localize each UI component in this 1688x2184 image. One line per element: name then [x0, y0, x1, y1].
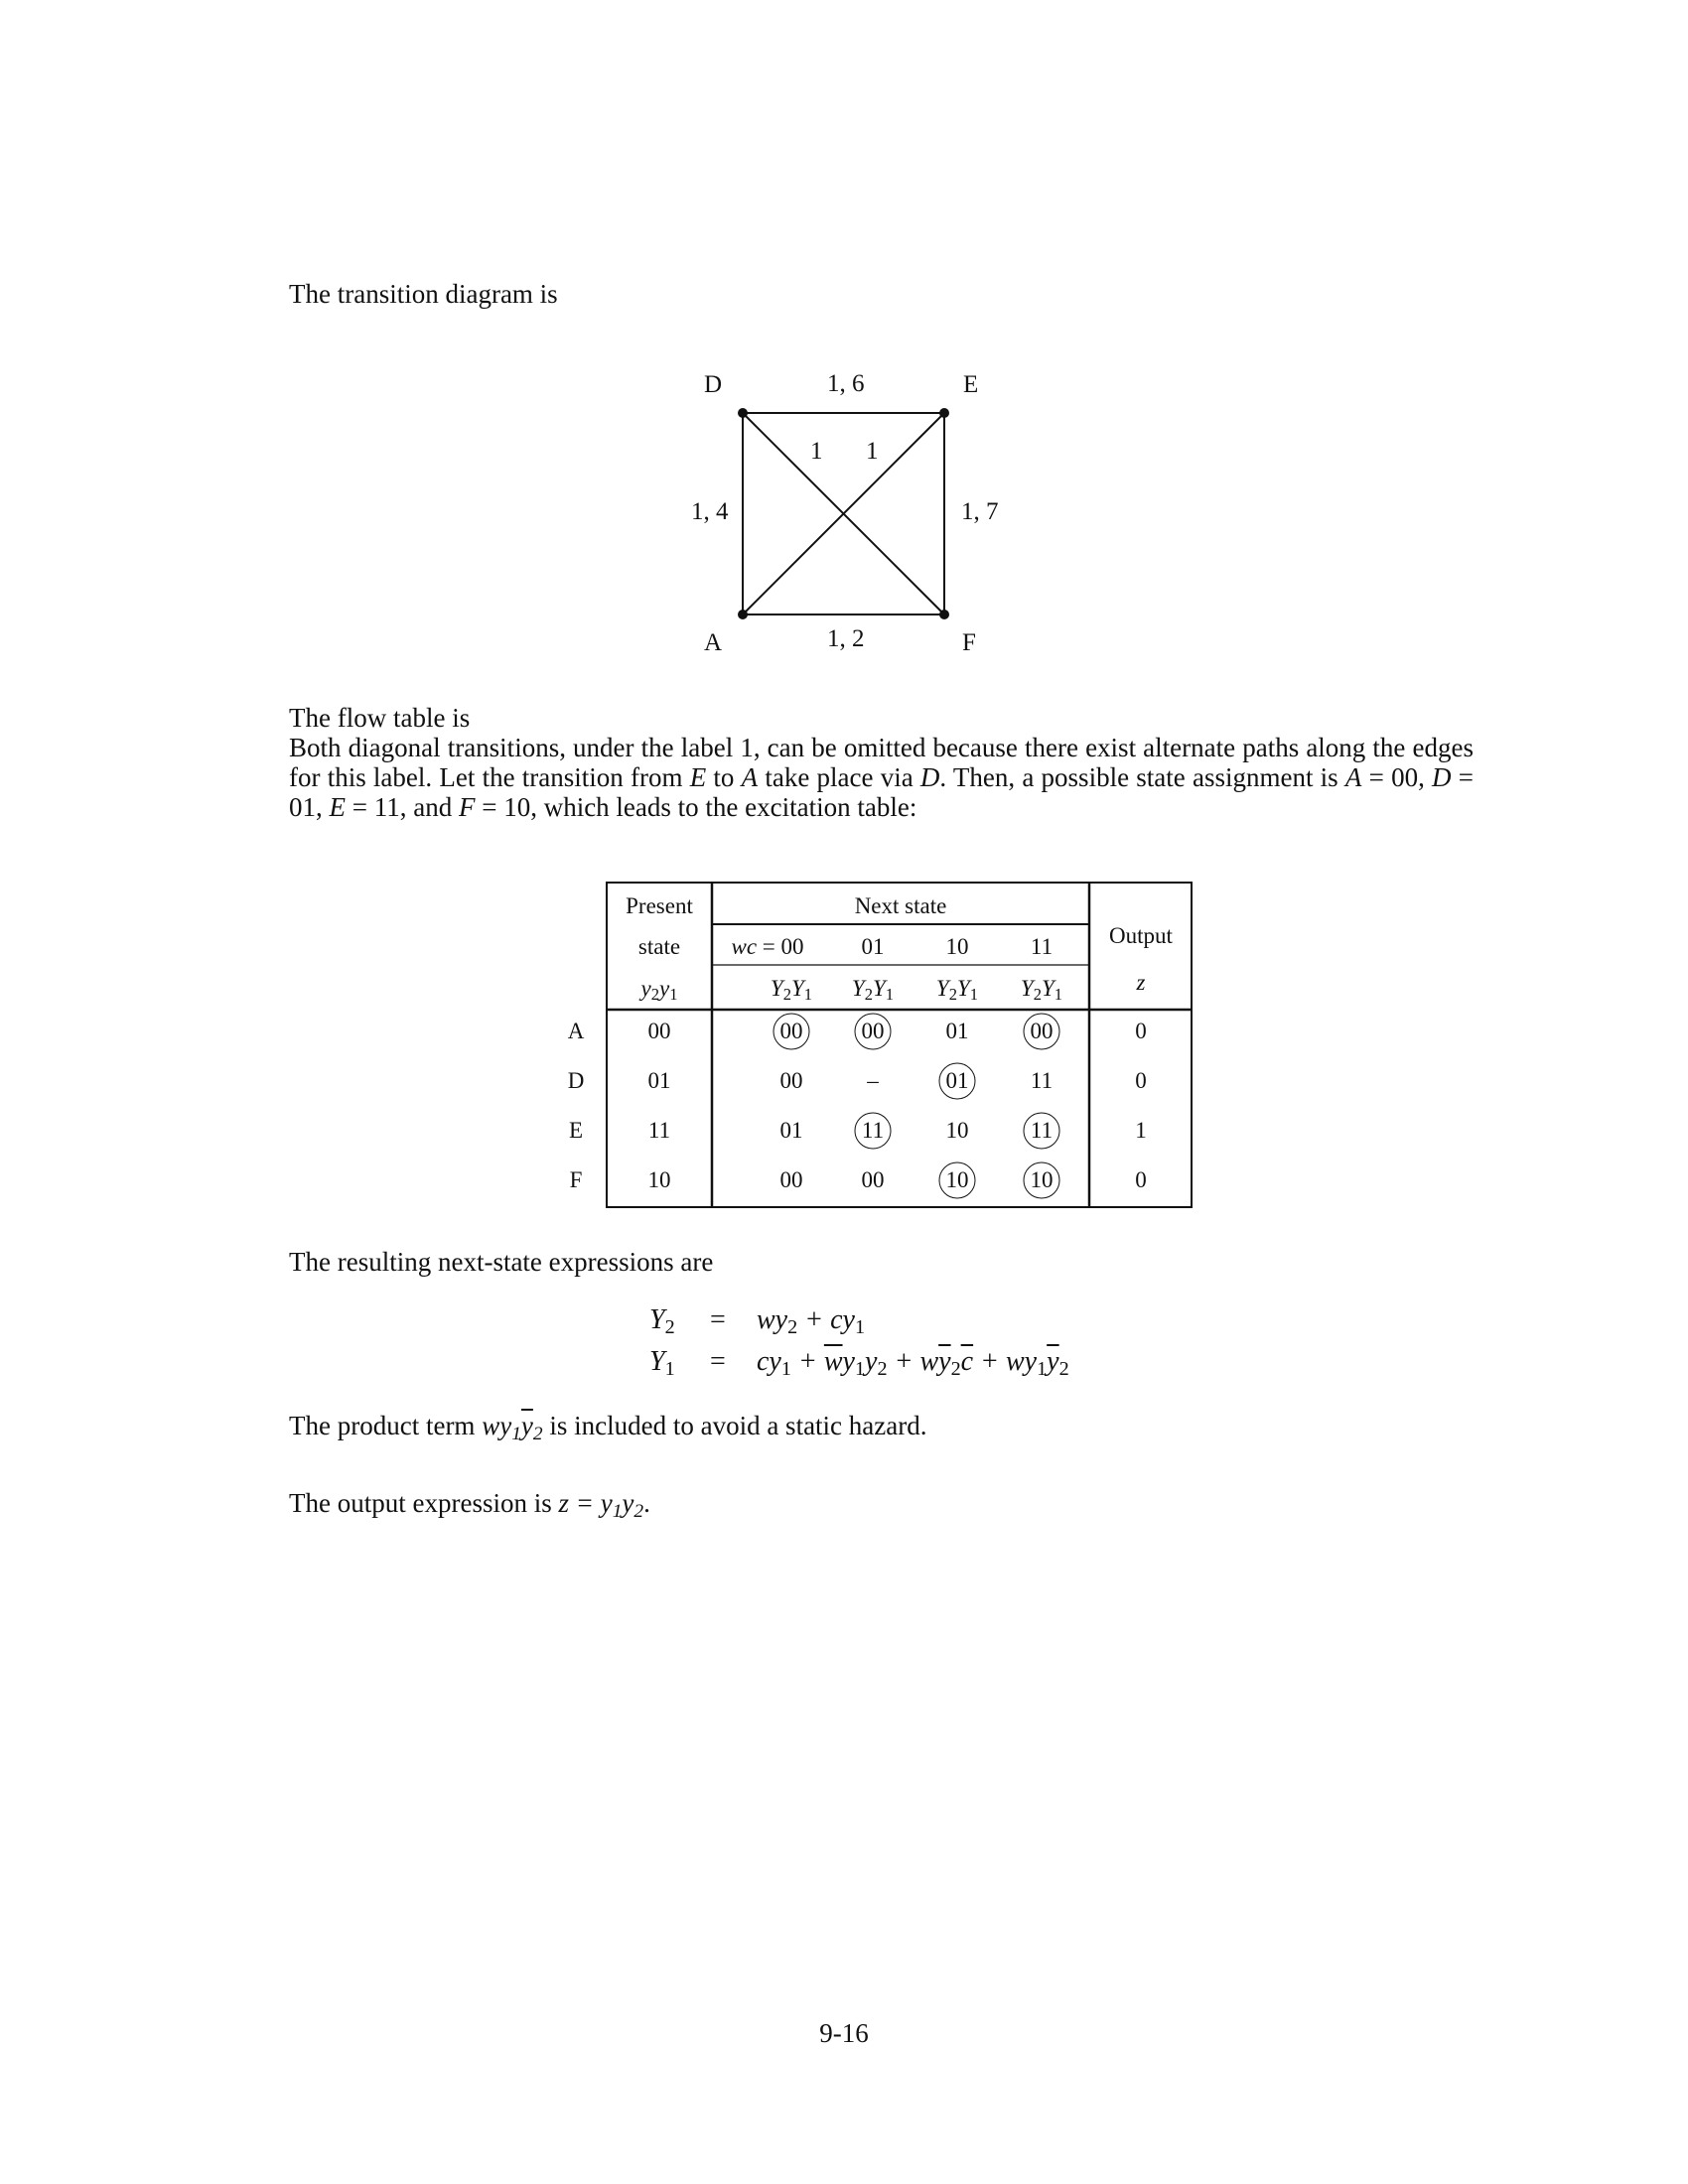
row-output: 1 [1135, 1118, 1147, 1143]
row-present-state: 11 [647, 1118, 671, 1143]
next-state-cell: 01 [779, 1118, 803, 1143]
node-label-a: A [704, 629, 723, 656]
next-state-cell: 01 [945, 1068, 969, 1093]
output-expression-text: The output expression is $z = y_1y_2$. [289, 1488, 650, 1522]
expressions-heading: The resulting next-state expressions are [289, 1247, 714, 1277]
header-Y2Y1-col3: $Y_2Y_1$ [935, 976, 979, 1005]
row-present-state: 10 [647, 1167, 671, 1192]
equation-y2-equals: = [710, 1304, 726, 1335]
row-label: F [569, 1167, 583, 1192]
equation-y2-lhs: $Y_2$ [649, 1304, 675, 1339]
equation-y1-lhs: $Y_1$ [649, 1346, 675, 1381]
edge-label-diagonal-2: 1 [866, 438, 879, 465]
next-state-cell: 10 [945, 1167, 969, 1192]
next-state-cell: – [867, 1068, 879, 1093]
flow-table-heading: The flow table is [289, 703, 471, 733]
next-state-cell: 11 [1030, 1118, 1054, 1143]
row-label: A [567, 1019, 585, 1043]
node-label-d: D [704, 371, 723, 398]
next-state-cell: 10 [945, 1118, 969, 1143]
explanation-paragraph: Both diagonal transitions, under the label 1, can be omitted because there exist alternate paths along the edges for this label. Let the transition from E to A take place via D. Then, a possible state assignment is A = 00, D = 01, E = 11, and F = 10, which leads to the excitation table: [289, 733, 1474, 822]
header-output: Output [1109, 923, 1173, 948]
next-state-cell: 00 [861, 1167, 885, 1192]
equation-y2-rhs: $wy_2 + cy_1$ [757, 1304, 866, 1339]
edge-label-diagonal-1: 1 [810, 438, 823, 465]
header-wc-00: wc = 00 [731, 934, 804, 959]
header-col-11: 11 [1030, 934, 1054, 959]
intro-text: The transition diagram is [289, 279, 558, 309]
header-z: z [1136, 970, 1146, 995]
next-state-cell: 00 [779, 1019, 803, 1043]
product-term-text: The product term $wy_1\overline{y}_2$ is included to avoid a static hazard. [289, 1411, 927, 1444]
equation-y1-equals: = [710, 1346, 726, 1377]
equation-y1-rhs: $cy_1 + \overline{w}y_1y_2 + w\overline{y}_2\overline{c} + wy_1\overline{y}_2$ [757, 1346, 1069, 1381]
row-output: 0 [1135, 1068, 1147, 1093]
next-state-cell: 01 [945, 1019, 969, 1043]
header-y2y1: $y_2y_1$ [640, 976, 678, 1005]
row-output: 0 [1135, 1167, 1147, 1192]
header-Y2Y1-col2: $Y_2Y_1$ [851, 976, 895, 1005]
next-state-cell: 11 [1030, 1068, 1054, 1093]
row-label: E [568, 1118, 584, 1143]
next-state-cell: 00 [779, 1167, 803, 1192]
next-state-cell: 11 [861, 1118, 885, 1143]
row-present-state: 01 [647, 1068, 671, 1093]
header-Y2Y1-col4: $Y_2Y_1$ [1020, 976, 1063, 1005]
next-state-cell: 10 [1030, 1167, 1054, 1192]
edge-label-right: 1, 7 [961, 498, 999, 525]
next-state-cell: 00 [861, 1019, 885, 1043]
header-Y2Y1-col1: $Y_2Y_1$ [770, 976, 813, 1005]
header-state: state [637, 934, 681, 959]
next-state-cell: 00 [1030, 1019, 1054, 1043]
row-output: 0 [1135, 1019, 1147, 1043]
edge-label-top: 1, 6 [827, 370, 865, 397]
next-state-cell: 00 [779, 1068, 803, 1093]
edge-label-left: 1, 4 [691, 498, 729, 525]
row-label: D [567, 1068, 585, 1093]
node-label-f: F [962, 629, 976, 656]
header-next-state: Next state [854, 893, 947, 918]
header-col-01: 01 [861, 934, 885, 959]
page-number: 9-16 [819, 2018, 869, 2048]
header-present: Present [626, 893, 693, 918]
row-present-state: 00 [647, 1019, 671, 1043]
header-col-10: 10 [945, 934, 969, 959]
node-label-e: E [963, 371, 979, 398]
edge-label-bottom: 1, 2 [827, 625, 865, 652]
table-border [607, 883, 1192, 1207]
